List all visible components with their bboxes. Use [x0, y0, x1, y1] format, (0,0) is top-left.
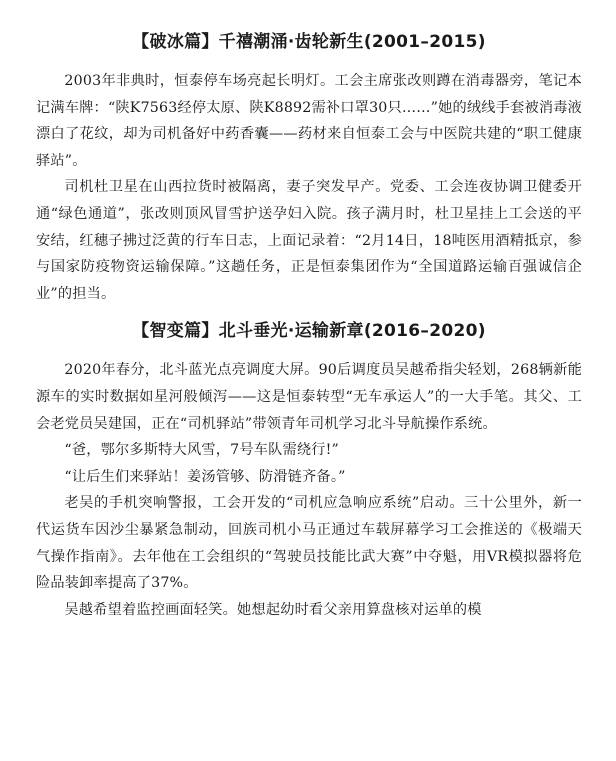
paragraph: 2003年非典时，恒泰停车场亮起长明灯。工会主席张改则蹲在消毒器旁，笔记本记满车牌：“陕K7563经停太原、陕K8892需补口罩30只……”她的绒线手套被消毒液漂白了花纹，却为司机备好中药香囊——药材来自恒泰工会与中医院共建的“职工健康驿站”。 [36, 73, 583, 169]
article-page [36, 24, 582, 623]
paragraph: 2020年春分，北斗蓝光点亮调度大屏。90后调度员吴越希指尖轻划，268辆新能源车的实时数据如星河般倾泻——这是恒泰转型“无车承运人”的一大手笔。其父、工会老党员吴建国，正在“司机驿站”带领青年司机学习北斗导航操作系统。 [36, 362, 582, 432]
section-smart-change [36, 319, 582, 623]
paragraph: “爸，鄂尔多斯特大风雪，7号车队需绕行!” [64, 442, 340, 459]
section-title-break-ice: 【破冰篇】千禧潮涌·齿轮新生(2001–2015) [132, 32, 486, 52]
paragraph: “让后生们来驿站！姜汤管够、防滑链齐备。” [64, 468, 346, 485]
paragraph: 吴越希望着监控画面轻笑。她想起幼时看父亲用算盘核对运单的模 [64, 601, 482, 618]
section-break-ice [36, 30, 582, 307]
paragraph: 司机杜卫星在山西拉货时被隔离，妻子突发早产。党委、工会连夜协调卫健委开通“绿色通道”，张改则顶风冒雪护送孕妇入院。孩子满月时，杜卫星挂上工会送的平安结，红穗子拂过泛黄的行车日志，上面记录着：“2月14日，18吨医用酒精抵京，参与国家防疫物资运输保障。”这趟任务，正是恒泰集团作为“全国道路运输百强诚信企业”的担当。 [36, 179, 582, 302]
section-title-smart-change: 【智变篇】北斗垂光·运输新章(2016–2020) [132, 321, 486, 342]
paragraph: 老吴的手机突响警报，工会开发的“司机应急响应系统”启动。三十公里外，新一代运货车因沙尘暴紧急制动，回族司机小马正通过车载屏幕学习工会推送的《极端天气操作指南》。去年他在工会组织的“驾驶员技能比武大赛”中夺魁，用VR模拟器将危险品装卸率提高了37%。 [36, 495, 582, 592]
